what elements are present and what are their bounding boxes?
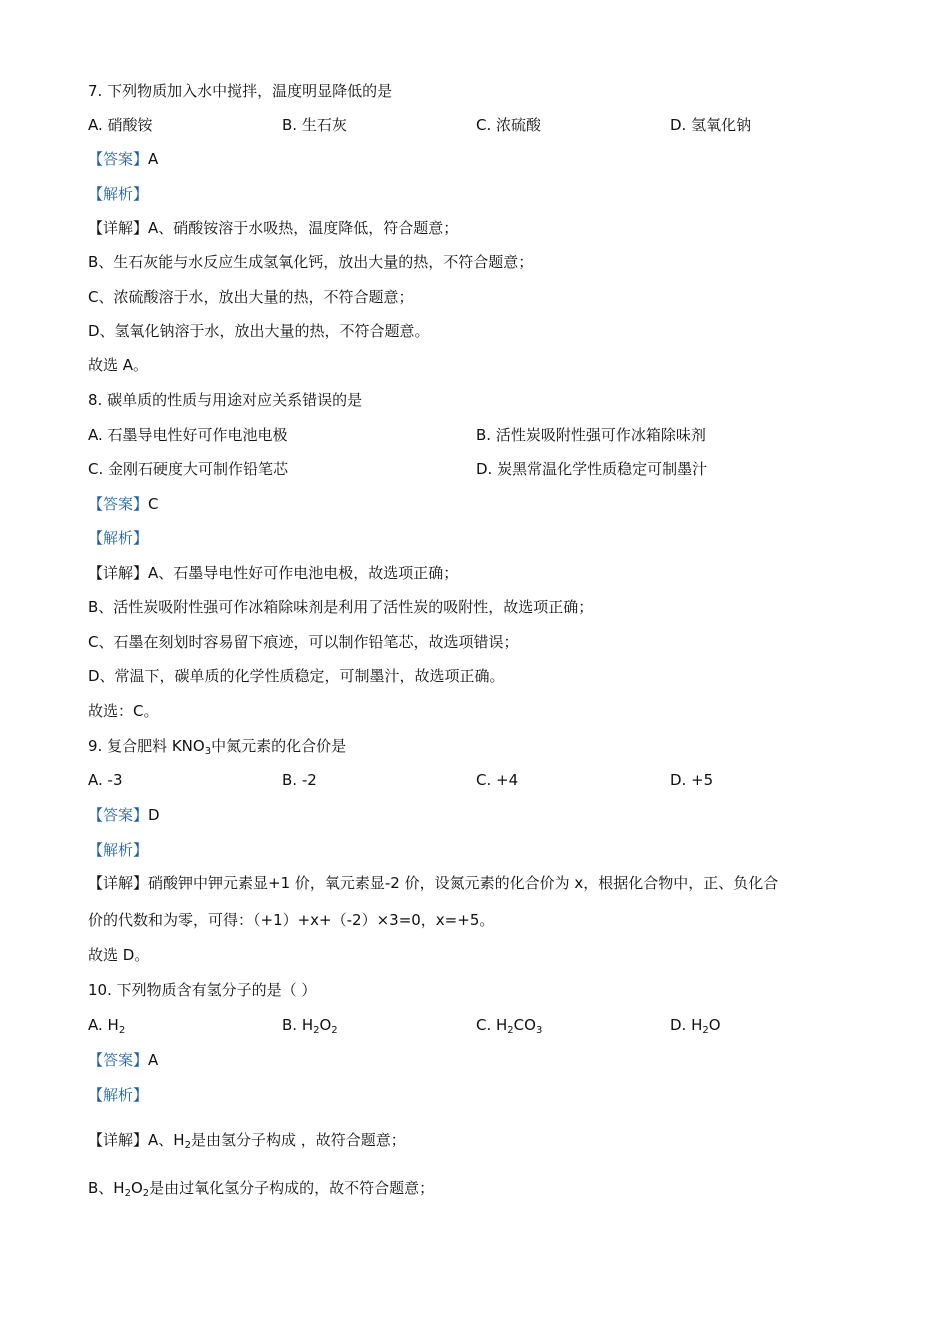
q7-stem: 7. 下列物质加入水中搅拌，温度明显降低的是 (88, 82, 393, 100)
q9-stem (88, 736, 346, 762)
q8-conclusion: 故选：C。 (88, 702, 159, 720)
q10-detail-b-sub2: 2 (142, 1188, 150, 1199)
q9-stem-b: 中氮元素的化合价是 (211, 737, 347, 755)
q7-detail (88, 218, 458, 238)
q10-option-c-text: C. H (476, 1016, 508, 1034)
q10-detail-b (88, 1178, 434, 1204)
q9-stem-sub: 3 (204, 746, 212, 757)
q9-detail-line-2: 价的代数和为零，可得：（+1）+x+（-2）×3=0，x=+5。 (88, 911, 495, 929)
q10-analysis-tag: 【解析】 (88, 1086, 149, 1104)
q9-option-c: C. +4 (476, 771, 519, 789)
q10-stem: 10. 下列物质含有氢分子的是（ ） (88, 981, 317, 999)
q10-option-d (670, 1015, 721, 1041)
q10-option-b (282, 1015, 338, 1041)
q10-option-b-o: O (319, 1016, 332, 1034)
q10-detail-b-rest: 是由过氧化氢分子构成的，故不符合题意； (149, 1179, 435, 1197)
detail-tag: 【详解】 (88, 1131, 149, 1149)
q8-option-d: D. 炭黑常温化学性质稳定可制墨汁 (476, 460, 708, 478)
q8-option-c: C. 金刚石硬度大可制作铅笔芯 (88, 460, 289, 478)
q8-detail-line-b: B、活性炭吸附性强可作冰箱除味剂是利用了活性炭的吸附性，故选项正确； (88, 598, 594, 616)
detail-tag: 【详解】 (88, 564, 149, 582)
q7-conclusion: 故选 A。 (88, 356, 149, 374)
q7-detail-line-b: B、生石灰能与水反应生成氢氧化钙，放出大量的热，不符合题意； (88, 253, 534, 271)
q10-detail-b-sub1: 2 (124, 1188, 131, 1199)
answer-value: A (148, 1051, 159, 1069)
q8-detail-line-d: D、常温下，碳单质的化学性质稳定，可制墨汁，故选项正确。 (88, 667, 505, 685)
answer-value: A (148, 150, 159, 168)
q7-option-b: B. 生石灰 (282, 116, 347, 134)
answer-tag: 【答案】 (88, 495, 149, 513)
q10-option-c-co: CO (513, 1016, 536, 1034)
answer-value: C (148, 495, 159, 513)
answer-tag: 【答案】 (88, 806, 149, 824)
q10-answer (88, 1050, 158, 1070)
q8-detail-line-c: C、石墨在刻划时容易留下痕迹，可以制作铅笔芯，故选项错误； (88, 633, 519, 651)
detail-tag: 【详解】 (88, 219, 149, 237)
detail-line: 硝酸钾中钾元素显+1 价，氧元素显-2 价，设氮元素的化合价为 x，根据化合物中，正、负化合 (148, 874, 779, 892)
q8-analysis-tag: 【解析】 (88, 529, 149, 547)
detail-tag: 【详解】 (88, 874, 149, 892)
q10-option-a-text: A. H (88, 1016, 119, 1034)
q9-option-b: B. -2 (282, 771, 317, 789)
q9-option-d: D. +5 (670, 771, 714, 789)
q10-detail-a-rest: 是由氢分子构成 ，故符合题意； (190, 1131, 406, 1149)
q10-detail-a-sub: 2 (184, 1140, 191, 1151)
detail-line: A、石墨导电性好可作电池电极，故选项正确； (148, 564, 459, 582)
q10-option-d-o: O (708, 1016, 721, 1034)
q8-option-b: B. 活性炭吸附性强可作冰箱除味剂 (476, 426, 706, 444)
q10-option-d-sub: 2 (702, 1025, 709, 1036)
q7-option-c: C. 浓硫酸 (476, 116, 542, 134)
q7-analysis-tag: 【解析】 (88, 185, 149, 203)
answer-value: D (148, 806, 160, 824)
q10-detail-b-o: O (130, 1179, 143, 1197)
q10-option-b-sub1: 2 (313, 1025, 320, 1036)
q10-option-c-sub1: 2 (507, 1025, 514, 1036)
q8-stem: 8. 碳单质的性质与用途对应关系错误的是 (88, 391, 363, 409)
q9-answer (88, 805, 160, 825)
q10-detail-b-text: B、H (88, 1179, 125, 1197)
q9-detail (88, 873, 778, 893)
q10-detail-a: A、H (148, 1131, 185, 1149)
q10-option-c-sub2: 3 (535, 1025, 543, 1036)
q10-option-b-text: B. H (282, 1016, 314, 1034)
q10-option-c (476, 1015, 542, 1041)
q10-detail (88, 1130, 406, 1156)
q9-stem-a: 9. 复合肥料 KNO (88, 737, 205, 755)
q9-analysis-tag: 【解析】 (88, 841, 149, 859)
q8-option-a: A. 石墨导电性好可作电池电极 (88, 426, 288, 444)
q9-option-a: A. -3 (88, 771, 123, 789)
q10-option-d-text: D. H (670, 1016, 703, 1034)
q8-detail (88, 563, 458, 583)
detail-line: A、硝酸铵溶于水吸热，温度降低，符合题意； (148, 219, 459, 237)
q10-option-a-sub: 2 (118, 1025, 126, 1036)
q7-answer (88, 149, 158, 169)
q10-option-a (88, 1015, 125, 1041)
answer-tag: 【答案】 (88, 1051, 149, 1069)
q7-option-d: D. 氢氧化钠 (670, 116, 752, 134)
q10-option-b-sub2: 2 (331, 1025, 338, 1036)
q7-detail-line-c: C、浓硫酸溶于水，放出大量的热，不符合题意； (88, 288, 414, 306)
answer-tag: 【答案】 (88, 150, 149, 168)
q7-option-a: A. 硝酸铵 (88, 116, 153, 134)
q7-detail-line-d: D、氢氧化钠溶于水，放出大量的热，不符合题意。 (88, 322, 430, 340)
q9-conclusion: 故选 D。 (88, 946, 150, 964)
q8-answer (88, 494, 159, 514)
